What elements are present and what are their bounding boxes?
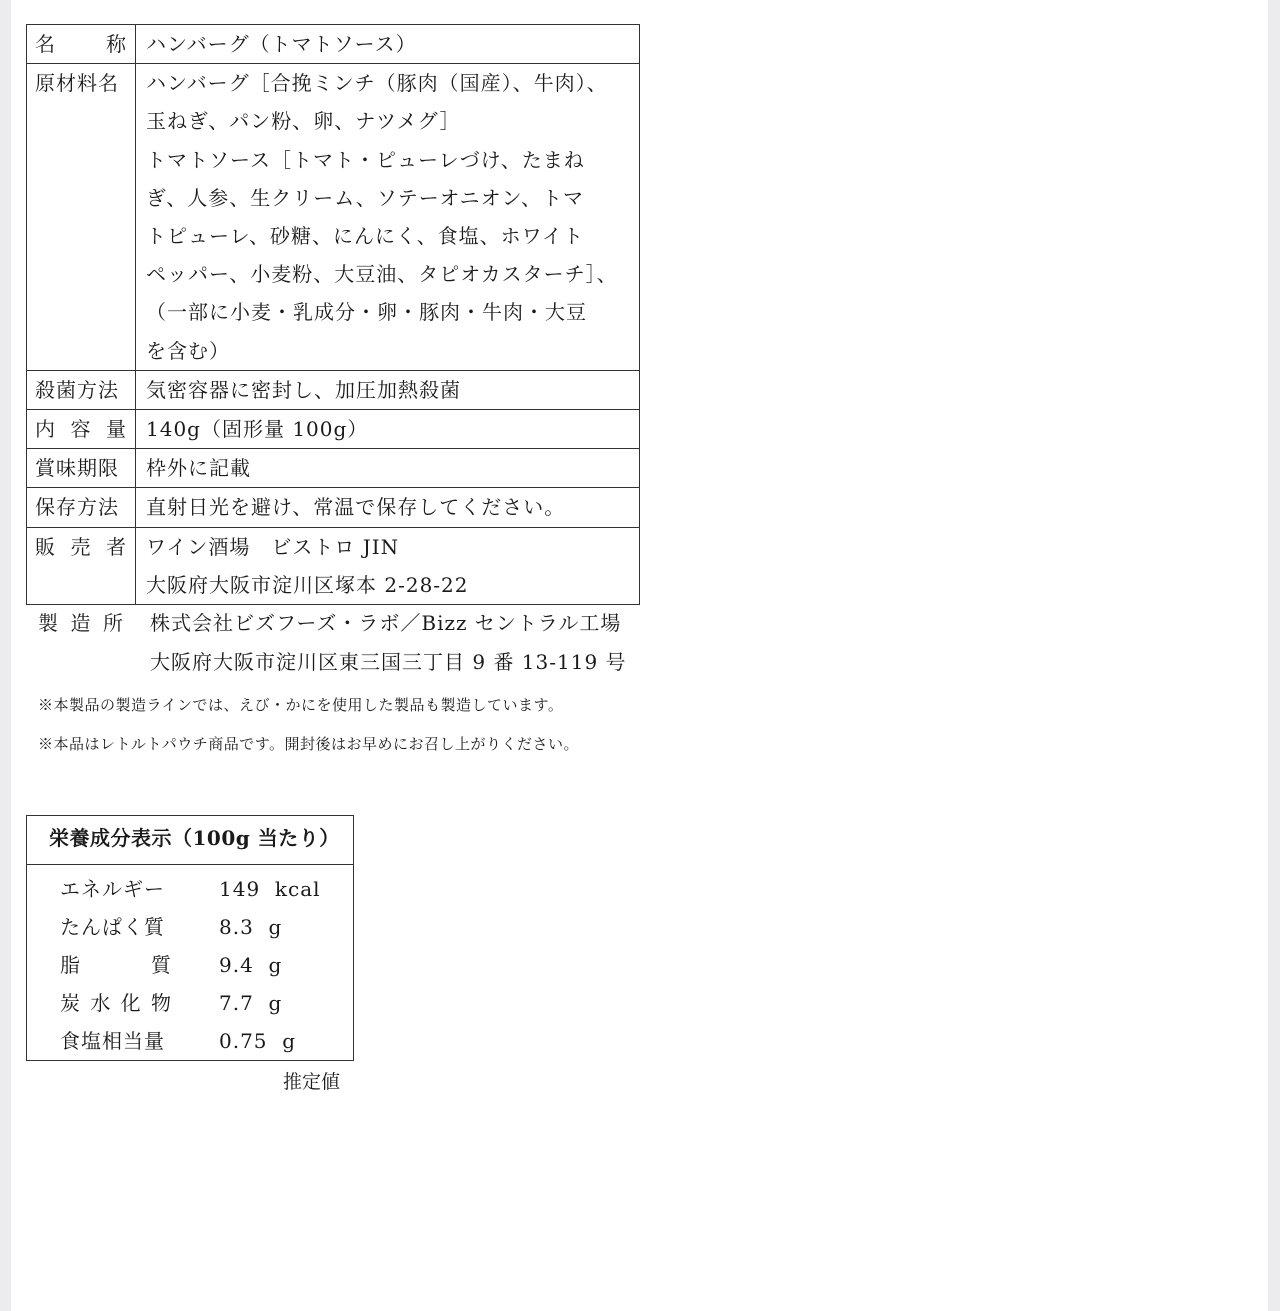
row-value-line: 直射日光を避け、常温で保存してください。 (146, 495, 566, 520)
nutrition-label-text: たんぱく質 (60, 915, 165, 939)
manufacturer-line: 大阪府大阪市淀川区東三国三丁目 9 番 13-119 号 (150, 649, 627, 674)
nutrition-label-text: エネルギー (60, 877, 165, 901)
row-key-text: 内 (35, 417, 56, 442)
row-key (27, 410, 136, 449)
nutrition-label-text: 炭 (60, 991, 81, 1015)
manufacturer-value (150, 604, 627, 681)
row-key-text: 容 (70, 417, 92, 442)
nutrition-label-text: 化 (120, 991, 142, 1015)
row-value-line: 枠外に記載 (146, 456, 251, 481)
nutrition-facts-box (26, 815, 354, 1061)
row-value-line: ハンバーグ［合挽ミンチ（豚肉（国産）、牛肉）、 (146, 71, 608, 96)
label-row (27, 370, 640, 409)
nutrition-label-text: 物 (150, 991, 172, 1015)
manufacturer-key-text: 所 (103, 611, 124, 635)
row-key-text: 保存方法 (35, 495, 119, 520)
row-key-text: 者 (106, 534, 127, 559)
nutrition-value: 149 kcal (219, 877, 321, 901)
note-line: ※本品はレトルトパウチ商品です。開封後はお早めにお召し上がりください。 (38, 735, 580, 753)
nutrition-row (27, 1022, 353, 1060)
row-value-line: トマトソース［トマト・ピューレづけ、たまね (146, 147, 585, 172)
row-value (136, 449, 640, 488)
label-row (27, 449, 640, 488)
label-row (27, 410, 640, 449)
row-value-line: （一部に小麦・乳成分・卵・豚肉・牛肉・大豆 (146, 300, 587, 325)
nutrition-value: 0.75 g (219, 1029, 297, 1053)
label-row (27, 64, 640, 371)
nutrition-label-text: 食塩相当量 (60, 1029, 165, 1053)
nutrition-row (27, 870, 353, 908)
nutrition-label-text: 水 (90, 991, 112, 1015)
row-key (27, 25, 136, 64)
row-key-text: 量 (106, 417, 127, 442)
row-key-text: 賞味期限 (35, 456, 119, 481)
nutrition-label-text: 質 (151, 953, 172, 977)
document-page (11, 0, 1268, 1311)
row-key (27, 64, 136, 371)
row-key (27, 370, 136, 409)
row-key-text: 名 (35, 32, 56, 56)
label-row (27, 25, 640, 64)
row-value (136, 488, 640, 527)
row-value-line: ハンバーグ（トマトソース） (146, 32, 417, 56)
row-key-text: 称 (106, 32, 127, 56)
row-key-text: 販 (35, 534, 56, 559)
row-value (136, 527, 640, 604)
row-value-line: ぎ、人参、生クリーム、ソテーオニオン、トマ (146, 185, 584, 210)
manufacturer-line: 株式会社ビズフーズ・ラボ／Bizz セントラル工場 (150, 611, 622, 635)
note-line: ※本製品の製造ラインでは、えび・かにを使用した製品も製造しています。 (38, 696, 564, 714)
row-value (136, 370, 640, 409)
row-key-text: 殺菌方法 (35, 377, 119, 402)
row-value-line: 玉ねぎ、パン粉、卵、ナツメグ］ (146, 109, 461, 134)
estimate-note: 推定値 (283, 1071, 341, 1093)
nutrition-row (27, 984, 353, 1022)
manufacturer-key-text: 製 (38, 611, 59, 635)
nutrition-title: 栄養成分表示（100g 当たり） (27, 816, 353, 865)
nutrition-value: 8.3 g (219, 915, 283, 939)
notes (38, 686, 579, 764)
nutrition-label-text: 脂 (60, 953, 81, 977)
row-value-line: を含む） (146, 338, 230, 363)
row-value-line: トピューレ、砂糖、にんにく、食塩、ホワイト (146, 224, 584, 249)
manufacturer-key (38, 604, 124, 643)
nutrition-label (60, 984, 172, 1022)
row-value (136, 64, 640, 371)
row-value-line: ワイン酒場 ビストロ JIN (146, 534, 400, 559)
row-key (27, 527, 136, 604)
row-key-text: 原材料名 (35, 71, 119, 96)
product-label-table (26, 24, 640, 605)
row-value-line: 大阪府大阪市淀川区塚本 2-28-22 (146, 572, 469, 597)
nutrition-label (60, 1022, 172, 1060)
nutrition-label (60, 908, 172, 946)
row-value (136, 25, 640, 64)
row-key-text: 売 (70, 534, 92, 559)
nutrition-value: 7.7 g (219, 991, 283, 1015)
label-row (27, 527, 640, 604)
label-row (27, 488, 640, 527)
row-key (27, 488, 136, 527)
nutrition-label (60, 946, 172, 984)
row-value (136, 410, 640, 449)
manufacturer-key-text: 造 (70, 611, 92, 635)
nutrition-row (27, 908, 353, 946)
nutrition-value: 9.4 g (219, 953, 283, 977)
row-value-line: 140g（固形量 100g） (146, 417, 369, 442)
nutrition-label (60, 870, 172, 908)
row-value-line: ペッパー、小麦粉、大豆油、タピオカスターチ］、 (146, 262, 618, 287)
nutrition-row (27, 946, 353, 984)
row-key (27, 449, 136, 488)
row-value-line: 気密容器に密封し、加圧加熱殺菌 (146, 377, 461, 402)
